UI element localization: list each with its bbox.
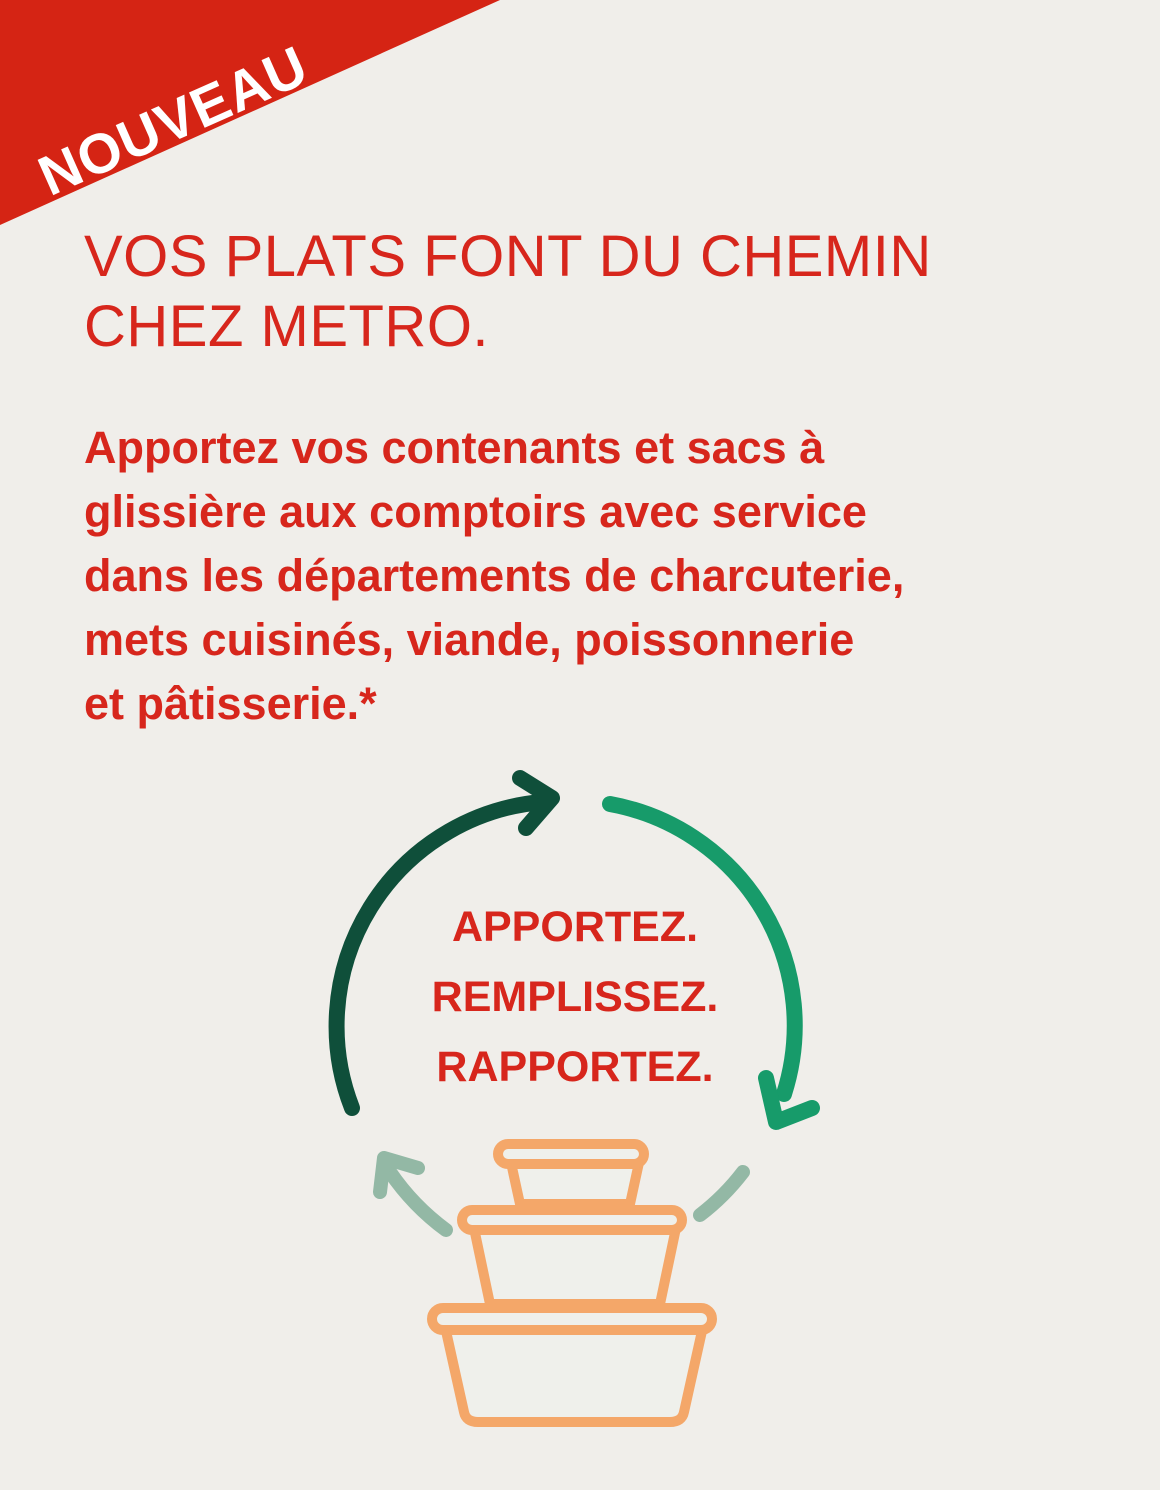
description-line-2: glissière aux comptoirs avec service	[84, 486, 867, 537]
cycle-steps	[370, 892, 780, 1102]
cycle-step-fill: REMPLISSEZ.	[431, 973, 719, 1021]
description-line-1: Apportez vos contenants et sacs à	[84, 422, 825, 473]
small-container-lid	[498, 1144, 644, 1164]
cycle-step-return: RAPPORTEZ.	[436, 1043, 714, 1091]
large-container-lid	[432, 1308, 712, 1330]
description-line-5: et pâtisserie.*	[84, 678, 377, 729]
description-line-3: dans les départements de charcuterie,	[84, 550, 905, 601]
cycle-step-bring: APPORTEZ.	[451, 903, 699, 951]
page-title	[84, 222, 1084, 362]
page-title-line-2: CHEZ METRO.	[84, 294, 490, 359]
large-container-body	[444, 1322, 704, 1422]
banner-label: NOUVEAU	[29, 33, 317, 208]
description-line-4: mets cuisinés, viande, poissonnerie	[84, 614, 855, 665]
medium-container-lid	[462, 1210, 682, 1230]
new-banner	[0, 0, 520, 240]
medium-container-body	[474, 1228, 676, 1304]
banner-ribbon-shape	[0, 0, 520, 240]
page-title-line-1: VOS PLATS FONT DU CHEMIN	[84, 224, 932, 289]
description-paragraph	[84, 416, 1124, 736]
stacked-food-containers-icon	[420, 1136, 730, 1436]
